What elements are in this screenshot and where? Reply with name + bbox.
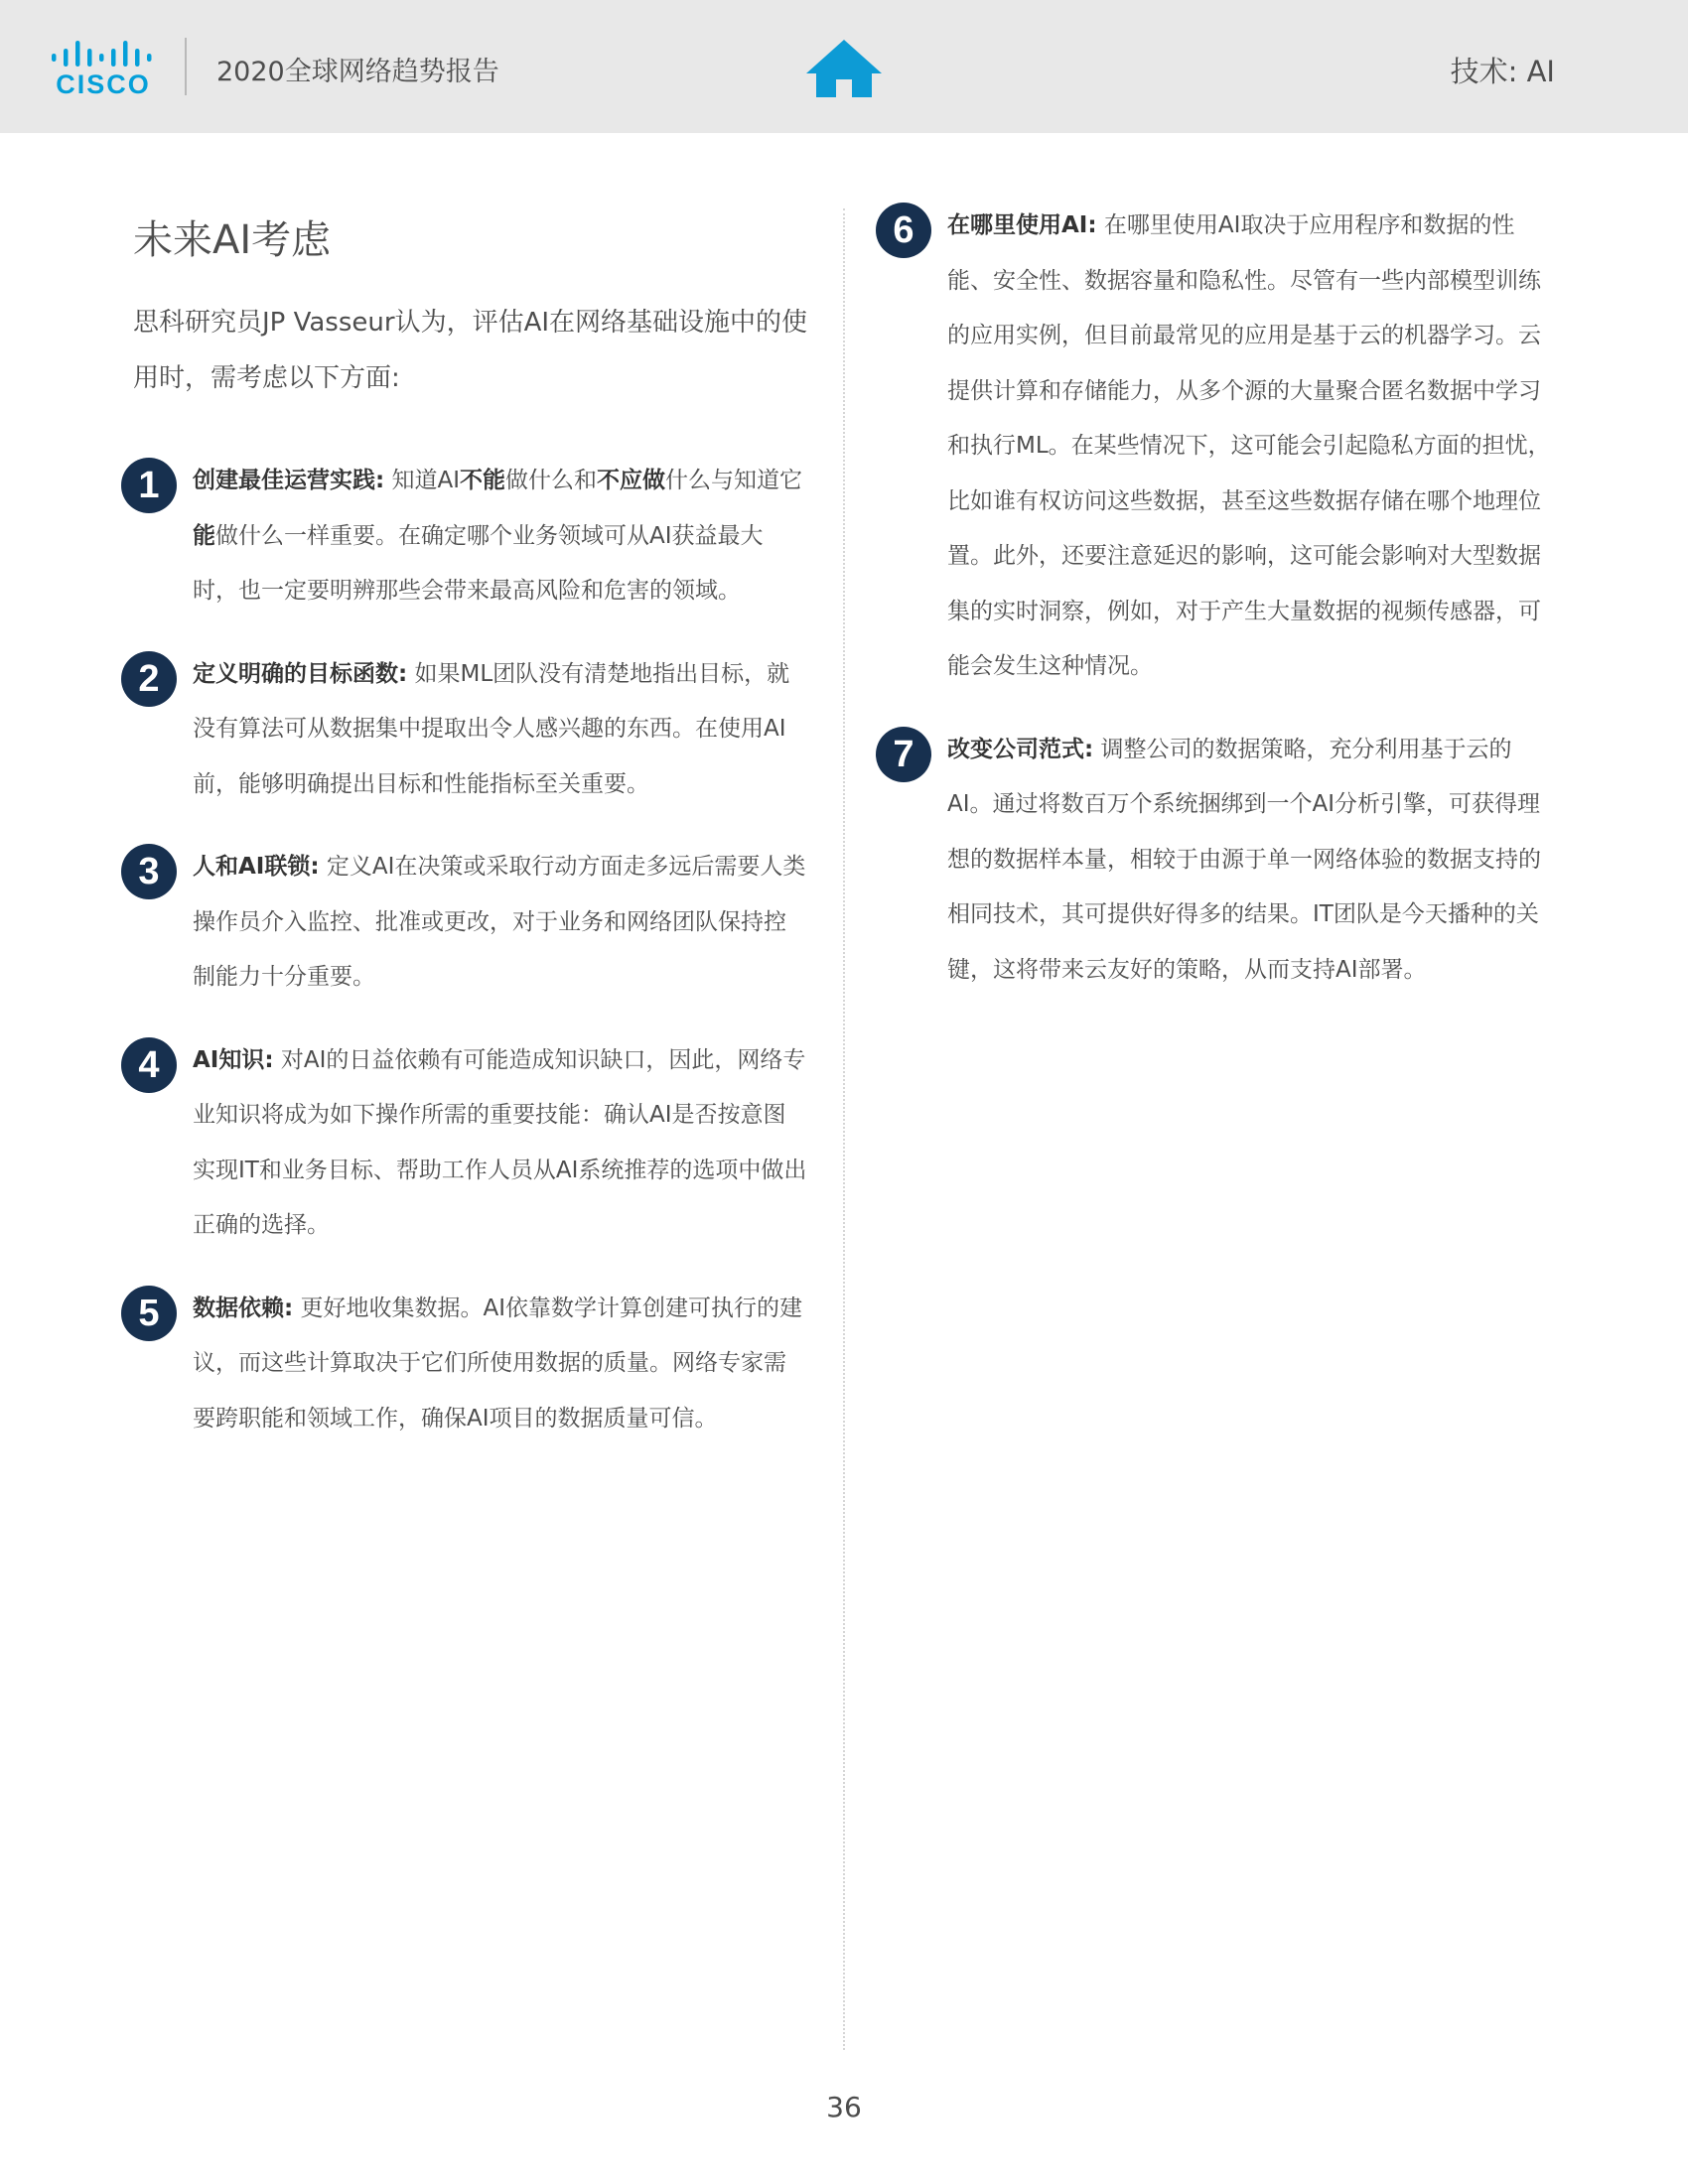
item-title: 人和AI联锁: [193,854,320,880]
item-text [193,840,808,1006]
consideration-item-7 [888,723,1555,999]
section-heading: 未来AI考虑 [133,217,332,263]
cisco-bridge-icon [50,40,157,68]
page-header [0,0,1688,133]
consideration-item-4 [133,1033,808,1254]
item-text [193,454,808,619]
report-title: 2020全球网络趋势报告 [216,57,499,87]
item-body: 对AI的日益依赖有可能造成知识缺口，因此，网络专业知识将成为如下操作所需的重要技能：确认AI是否按意图实现IT和业务目标、帮助工作人员从AI系统推荐的选项中做出正确的选择。 [193,1046,807,1238]
item-text [193,647,808,813]
emphasis-text: 不能 [460,468,506,493]
right-column [888,199,1555,1025]
item-body: 如果ML团队没有清楚地指出目标，就没有算法可从数据集中提取出令人感兴趣的东西。在使用AI前，能够明确提出目标和性能指标至关重要。 [193,660,790,797]
header-divider [185,38,187,95]
left-column [133,208,808,1474]
item-body: 在哪里使用AI取决于应用程序和数据的性能、安全性、数据容量和隐私性。尽管有一些内部模型训练的应用实例，但目前最常见的应用是基于云的机器学习。云提供计算和存储能力，从多个源的大量聚合匿名数据中学习和执行ML。在某些情况下，这可能会引起隐私方面的担忧，比如谁有权访问这些数据，甚至这些数据存储在哪个地理位置。此外，还要注意延迟的影响，这可能会影响对大型数据集的实时洞察，例如，对于产生大量数据的视频传感器，可能会发生这种情况。 [947,212,1551,679]
item-text [947,199,1555,695]
item-body-part: 什么与知道它 [665,468,803,493]
item-text [193,1033,808,1254]
number-badge: 2 [121,651,177,707]
item-title: 改变公司范式: [947,736,1094,762]
item-body: 调整公司的数据策略，充分利用基于云的AI。通过将数百万个系统捆绑到一个AI分析引擎，可获得理想的数据样本量，相较于由源于单一网络体验的数据支持的相同技术，其可提供好得多的结果。IT团队是今天播种的关键，这将带来云友好的策略，从而支持AI部署。 [947,736,1541,983]
emphasis-text: 能 [193,522,215,549]
intro-paragraph: 思科研究员JP Vasseur认为，评估AI在网络基础设施中的使用时，需考虑以下方面: [133,308,808,393]
item-body-part: 做什么和 [505,468,598,493]
item-text [193,1282,808,1447]
cisco-wordmark: CISCO [56,69,151,99]
number-badge: 4 [121,1037,177,1093]
number-badge: 1 [121,458,177,513]
item-title: AI知识: [193,1046,274,1073]
item-body-part: 做什么一样重要。在确定哪个业务领域可从AI获益最大时，也一定要明辨那些会带来最高风险和危害的领域。 [193,522,764,604]
consideration-item-3 [133,840,808,1006]
number-badge: 5 [121,1286,177,1341]
consideration-item-5 [133,1282,808,1447]
number-badge: 7 [876,727,931,782]
item-body-part: 知道AI [384,468,461,493]
home-icon[interactable] [802,36,886,99]
section-tag: 技术: AI [1450,55,1555,88]
column-divider [843,208,845,2050]
item-body: 更好地收集数据。AI依靠数学计算创建可执行的建议，而这些计算取决于它们所使用数据的质量。网络专家需要跨职能和领域工作，确保AI项目的数据质量可信。 [193,1295,803,1432]
item-title: 数据依赖: [193,1295,294,1321]
item-title: 在哪里使用AI: [947,212,1097,238]
number-badge: 6 [876,203,931,258]
number-badge: 3 [121,844,177,899]
consideration-item-6 [888,199,1555,695]
item-title: 创建最佳运营实践: [193,468,385,493]
item-body: 定义AI在决策或采取行动方面走多远后需要人类操作员介入监控、批准或更改，对于业务和网络团队保持控制能力十分重要。 [193,854,806,990]
emphasis-text: 不应做 [597,468,666,493]
item-text [947,723,1555,999]
page-number: 36 [826,2091,862,2123]
consideration-item-1 [133,454,808,619]
item-title: 定义明确的目标函数: [193,660,408,687]
cisco-logo[interactable] [50,40,157,99]
consideration-item-2 [133,647,808,813]
